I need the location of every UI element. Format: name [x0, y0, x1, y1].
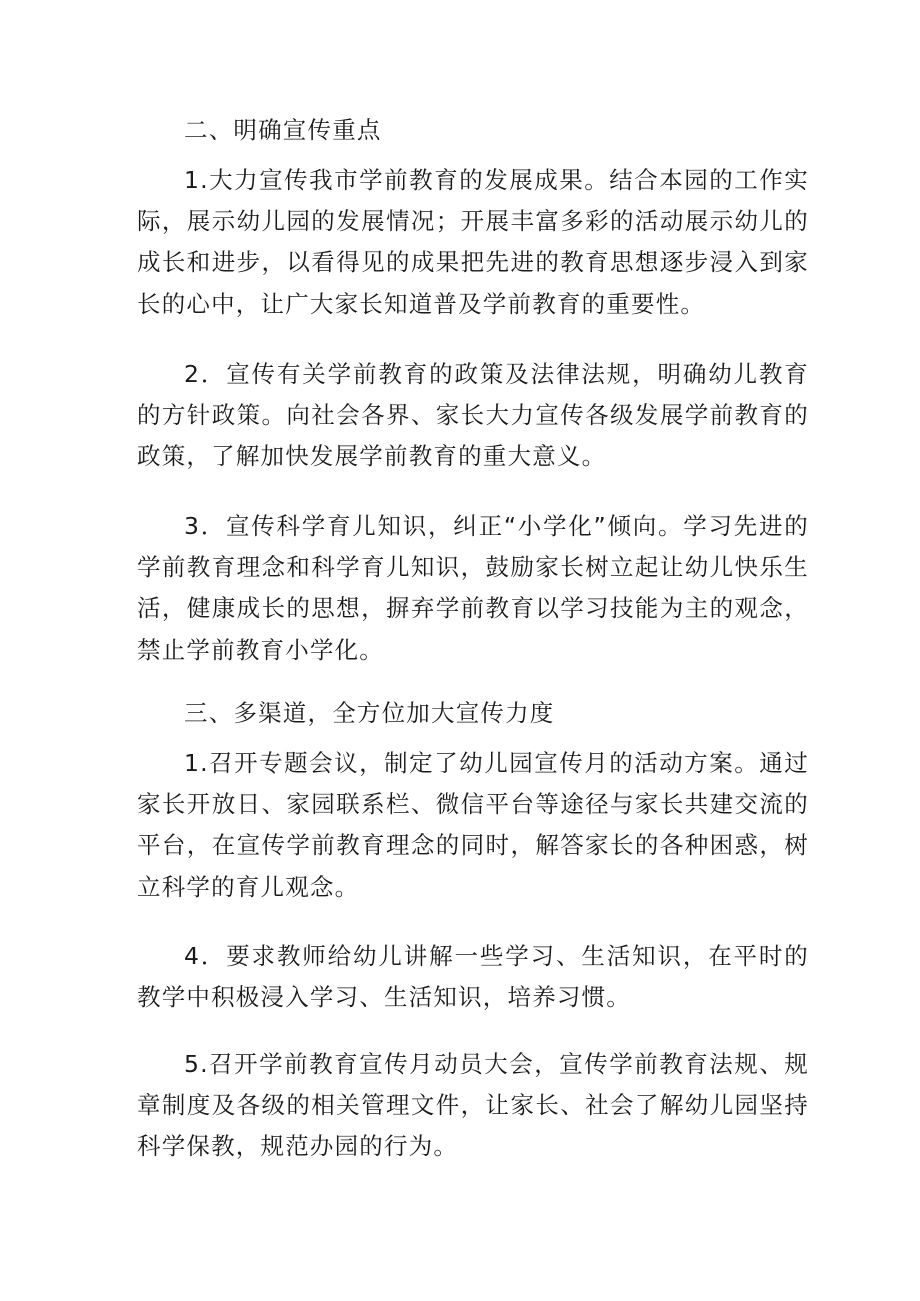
paragraph-item-2: 2．宣传有关学前教育的政策及法律法规，明确幼儿教育的方针政策。向社会各界、家长大力宣传各级发展学前教育的政策，了解加快发展学前教育的重大意义。	[137, 360, 809, 471]
paragraph-item-3: 3．宣传科学育儿知识，纠正“小学化”倾向。学习先进的学前教育理念和科学育儿知识，鼓励家长树立起让幼儿快乐生活，健康成长的思想，摒弃学前教育以学习技能为主的观念，禁止学前教育小学化。	[137, 512, 809, 664]
paragraph-item-channel-1: 1.召开专题会议，制定了幼儿园宣传月的活动方案。通过家长开放日、家园联系栏、微信平台等途径与家长共建交流的平台，在宣传学前教育理念的同时，解答家长的各种困惑，树立科学的育儿观念。	[137, 749, 809, 901]
paragraph-item-1: 1.大力宣传我市学前教育的发展成果。结合本园的工作实际，展示幼儿园的发展情况；开展丰富多彩的活动展示幼儿的成长和进步，以看得见的成果把先进的教育思想逐步浸入到家长的心中，让广大家长知道普及学前教育的重要性。	[137, 166, 809, 318]
paragraph-item-channel-4: 4．要求教师给幼儿讲解一些学习、生活知识，在平时的教学中积极浸入学习、生活知识，培养习惯。	[137, 942, 809, 1012]
section-heading-3: 三、多渠道，全方位加大宣传力度	[184, 699, 555, 727]
paragraph-item-channel-5: 5.召开学前教育宣传月动员大会，宣传学前教育法规、规章制度及各级的相关管理文件，让家长、社会了解幼儿园坚持科学保教，规范办园的行为。	[137, 1050, 809, 1161]
section-heading-2: 二、明确宣传重点	[184, 116, 382, 144]
